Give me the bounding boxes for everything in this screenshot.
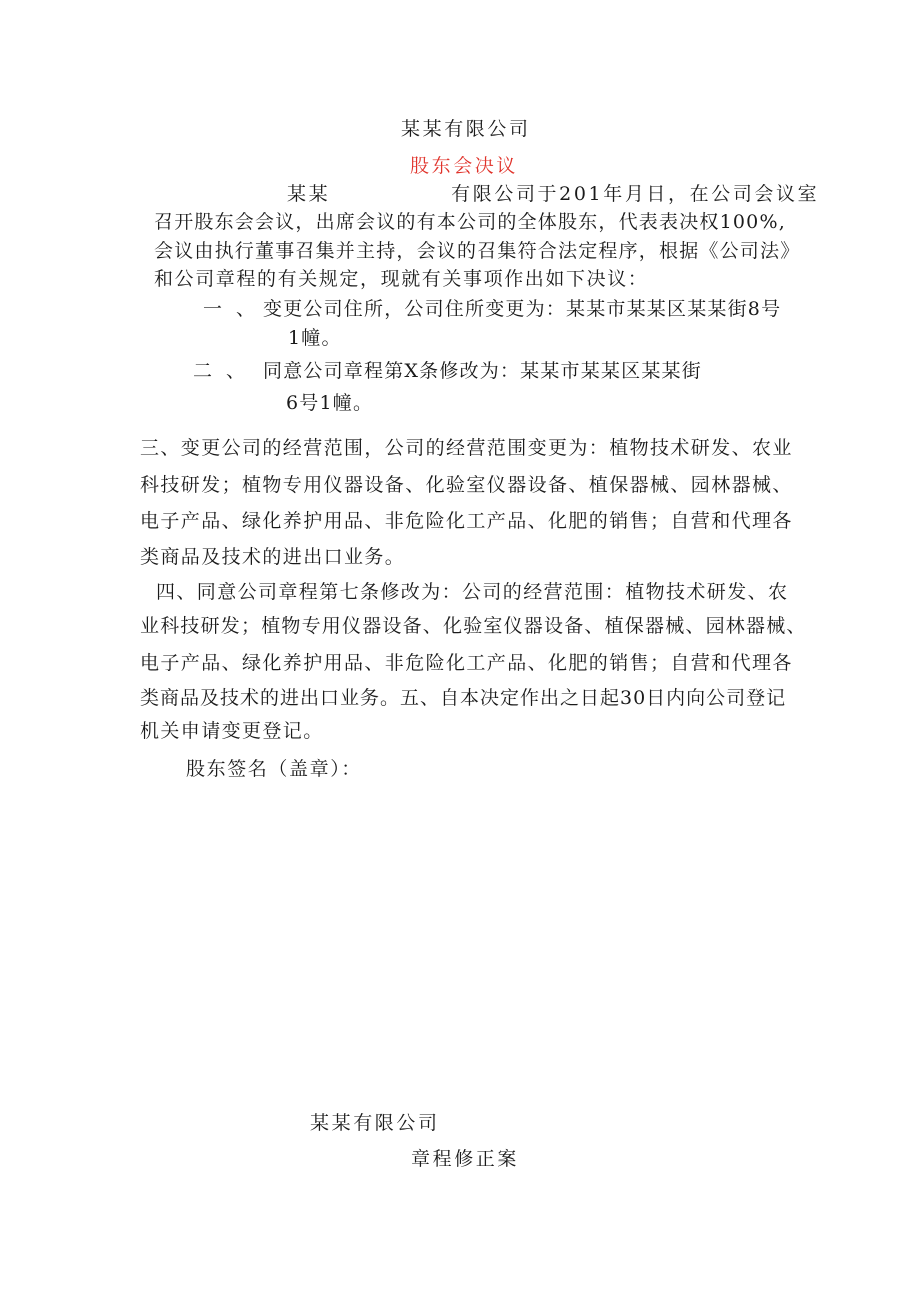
item-number: 一、	[203, 298, 270, 320]
intro-line: 会议由执行董事召集并主持，会议的召集符合法定程序，根据《公司法》	[154, 240, 801, 262]
item-text: 四、同意公司章程第七条修改为：公司的经营范围：植物技术研发、农	[156, 581, 789, 603]
intro-line: 召开股东会会议，出席会议的有本公司的全体股东，代表表决权100%,	[154, 211, 786, 233]
item-text: 变更公司住所，公司住所变更为：某某市某某区某某街8号	[263, 298, 782, 320]
item-text: 电子产品、绿化养护用品、非危险化工产品、化肥的销售；自营和代理各	[140, 652, 793, 674]
footer-document-title: 章程修正案	[411, 1148, 520, 1170]
item-text: 业科技研发；植物专用仪器设备、化验室仪器设备、植保器械、园林器械、	[140, 615, 807, 637]
company-name: 某某有限公司	[401, 118, 531, 140]
item-text: 1幢。	[288, 327, 342, 349]
item-number: 二、	[193, 360, 260, 382]
intro-line: 某某 有限公司于201年月日，在公司会议室	[287, 183, 820, 205]
item-text: 6号1幢。	[286, 392, 374, 414]
item-text: 科技研发；植物专用仪器设备、化验室仪器设备、植保器械、园林器械、	[140, 474, 793, 496]
signature-line: 股东签名（盖章）：	[186, 758, 362, 780]
item-text: 同意公司章程第X条修改为：某某市某某区某某街	[263, 360, 702, 382]
item-text: 三、变更公司的经营范围，公司的经营范围变更为：植物技术研发、农业	[140, 437, 793, 459]
item-text: 类商品及技术的进出口业务。五、自本决定作出之日起30日内向公司登记	[140, 687, 787, 709]
item-text: 类商品及技术的进出口业务。	[140, 546, 406, 568]
item-text: 机关申请变更登记。	[140, 720, 324, 742]
item-text: 电子产品、绿化养护用品、非危险化工产品、化肥的销售；自营和代理各	[140, 510, 793, 532]
intro-line: 和公司章程的有关规定，现就有关事项作出如下决议：	[154, 268, 649, 290]
footer-company-name: 某某有限公司	[310, 1112, 440, 1134]
document-title: 股东会决议	[410, 155, 519, 177]
